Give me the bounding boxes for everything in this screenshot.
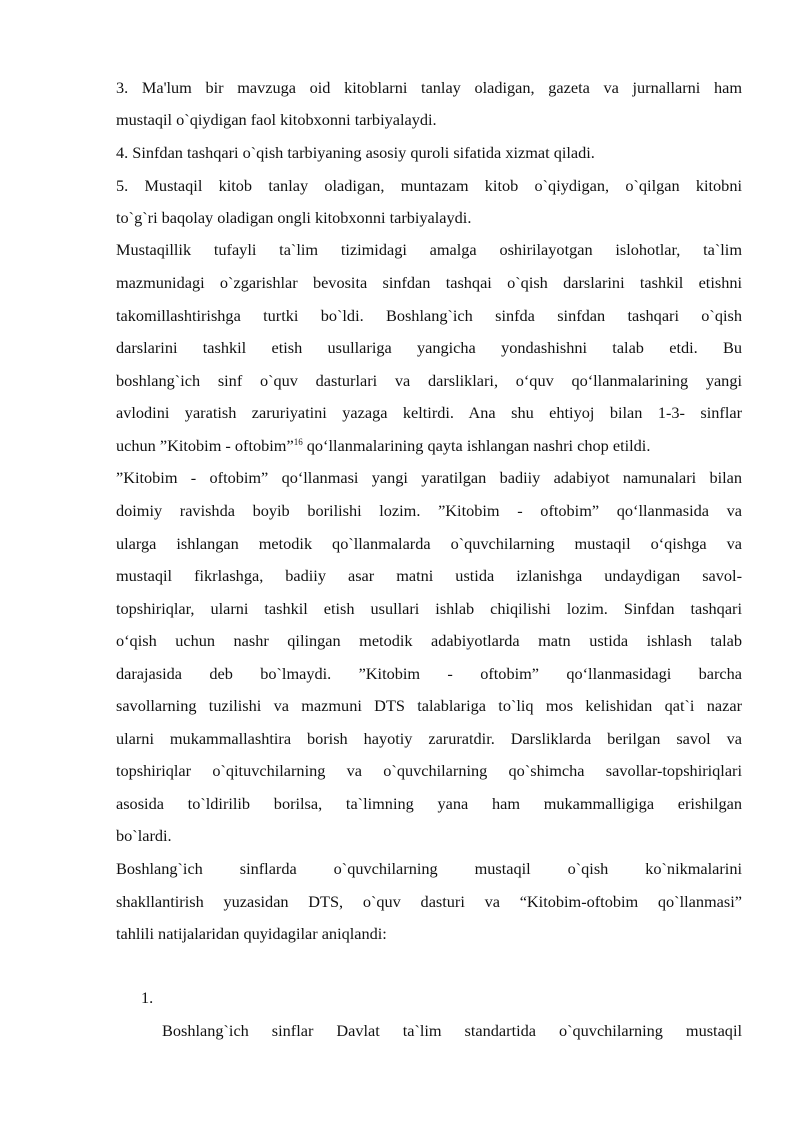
- text-segment: qo‘llanmalarining qayta ishlangan nashri chop etildi.: [302, 436, 651, 455]
- text-segment: uchun ”Kitobim - oftobim”: [116, 436, 294, 455]
- text-line: 3. Ma'lum bir mavzuga oid kitoblarni tanlay oladigan, gazeta va jurnallarni ham: [116, 78, 742, 97]
- text-line: ularga ishlangan metodik qo`llanmalarda o`quvchilarning mustaqil o‘qishga va: [116, 534, 742, 553]
- text-line: [116, 436, 742, 456]
- text-line: o‘qish uchun nashr qilingan metodik adabiyotlarda matn ustida ishlash talab: [116, 631, 742, 650]
- text-line: tahlili natijalaridan quyidagilar aniqlandi:: [116, 924, 387, 943]
- text-line: to`g`ri baqolay oladigan ongli kitobxonni tarbiyalaydi.: [116, 208, 472, 227]
- text-line: 4. Sinfdan tashqari o`qish tarbiyaning asosiy quroli sifatida xizmat qiladi.: [116, 143, 595, 162]
- text-line: darslarini tashkil etish usullariga yangicha yondashishni talab etdi. Bu: [116, 338, 742, 357]
- text-line: bo`lardi.: [116, 826, 172, 845]
- text-line: topshiriqlar o`qituvchilarning va o`quvchilarning qo`shimcha savollar-topshiriqlari: [116, 761, 742, 780]
- text-line: Boshlang`ich sinflar Davlat ta`lim standartida o`quvchilarning mustaqil: [162, 1021, 742, 1040]
- text-line: avlodini yaratish zaruriyatini yazaga keltirdi. Ana shu ehtiyoj bilan 1-3- sinflar: [116, 403, 742, 422]
- text-line: ”Kitobim - oftobim” qo‘llanmasi yangi yaratilgan badiiy adabiyot namunalari bilan: [116, 468, 742, 487]
- text-line: mustaqil o`qiydigan faol kitobxonni tarbiyalaydi.: [116, 110, 437, 129]
- text-line: boshlang`ich sinf o`quv dasturlari va darsliklari, o‘quv qo‘llanmalarining yangi: [116, 371, 742, 390]
- text-line: mustaqil fikrlashga, badiiy asar matni ustida izlanishga undaydigan savol-: [116, 566, 742, 585]
- text-line: darajasida deb bo`lmaydi. ”Kitobim - oftobim” qo‘llanmasidagi barcha: [116, 664, 742, 683]
- text-line: ularni mukammallashtira borish hayotiy zaruratdir. Darsliklarda berilgan savol va: [116, 729, 742, 748]
- text-line: Mustaqillik tufayli ta`lim tizimidagi amalga oshirilayotgan islohotlar, ta`lim: [116, 240, 742, 259]
- text-line: doimiy ravishda boyib borilishi lozim. ”Kitobim - oftobim” qo‘llanmasida va: [116, 501, 742, 520]
- text-line: savollarning tuzilishi va mazmuni DTS talablariga to`liq mos kelishidan qat`i nazar: [116, 696, 742, 715]
- text-line: topshiriqlar, ularni tashkil etish usullari ishlab chiqilishi lozim. Sinfdan tashqari: [116, 599, 742, 618]
- footnote-ref: 16: [293, 437, 303, 447]
- list-number: 1.: [141, 988, 154, 1007]
- text-line: shakllantirish yuzasidan DTS, o`quv dasturi va “Kitobim-oftobim qo`llanmasi”: [116, 892, 742, 911]
- text-line: 5. Mustaqil kitob tanlay oladigan, muntazam kitob o`qiydigan, o`qilgan kitobni: [116, 176, 742, 195]
- text-line: takomillashtirishga turtki bo`ldi. Boshlang`ich sinfda sinfdan tashqari o`qish: [116, 306, 742, 325]
- text-line: mazmunidagi o`zgarishlar bevosita sinfdan tashqai o`qish darslarini tashkil etishni: [116, 273, 742, 292]
- text-line: Boshlang`ich sinflarda o`quvchilarning mustaqil o`qish ko`nikmalarini: [116, 859, 742, 878]
- text-line: asosida to`ldirilib borilsa, ta`limning yana ham mukammalligiga erishilgan: [116, 794, 742, 813]
